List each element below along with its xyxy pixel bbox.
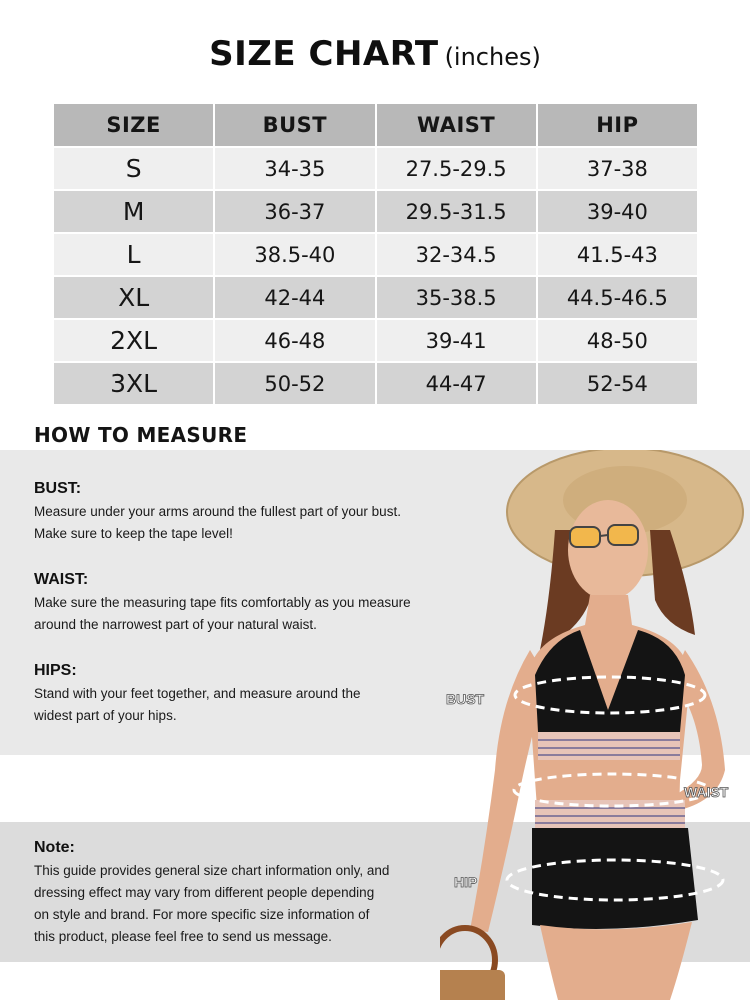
waist-tag: WAIST xyxy=(684,784,729,800)
hips-line: Stand with your feet together, and measure around the xyxy=(34,686,361,701)
bust-tag: BUST xyxy=(446,691,485,707)
legs xyxy=(540,922,692,1000)
size-cell: 3XL xyxy=(54,363,213,404)
hip-cell: 37-38 xyxy=(538,148,697,189)
bikini-bottom xyxy=(532,828,698,929)
note-line: this product, please feel free to send us message. xyxy=(34,929,332,944)
waist-line: around the narrowest part of your natural waist. xyxy=(34,617,317,632)
hip-cell: 39-40 xyxy=(538,191,697,232)
sunglasses-left-lens xyxy=(570,527,600,547)
bust-line: Make sure to keep the tape level! xyxy=(34,526,233,541)
waist-cell: 44-47 xyxy=(377,363,536,404)
how-to-measure-heading: HOW TO MEASURE xyxy=(34,423,248,447)
table-row xyxy=(54,277,697,318)
waist-cell: 32-34.5 xyxy=(377,234,536,275)
note-line: on style and brand. For more specific size information of xyxy=(34,907,370,922)
header-bust: BUST xyxy=(215,104,374,146)
table-row xyxy=(54,320,697,361)
table-row xyxy=(54,148,697,189)
waist-line: Make sure the measuring tape fits comfortably as you measure xyxy=(34,595,411,610)
waist-cell: 27.5-29.5 xyxy=(377,148,536,189)
note-line: This guide provides general size chart information only, and xyxy=(34,863,390,878)
size-cell: S xyxy=(54,148,213,189)
note-line: dressing effect may vary from different people depending xyxy=(34,885,375,900)
size-cell: M xyxy=(54,191,213,232)
bust-cell: 34-35 xyxy=(215,148,374,189)
table-row xyxy=(54,363,697,404)
bust-cell: 46-48 xyxy=(215,320,374,361)
header-size: SIZE xyxy=(54,104,213,146)
hip-cell: 52-54 xyxy=(538,363,697,404)
table-header-row xyxy=(54,104,697,146)
hip-cell: 48-50 xyxy=(538,320,697,361)
waist-cell: 39-41 xyxy=(377,320,536,361)
straw-bag xyxy=(440,970,505,1000)
hips-label: HIPS: xyxy=(34,662,77,679)
hips-instructions xyxy=(34,662,454,727)
bust-instructions xyxy=(34,480,454,545)
waist-cell: 35-38.5 xyxy=(377,277,536,318)
size-cell: L xyxy=(54,234,213,275)
table-row xyxy=(54,234,697,275)
bust-cell: 38.5-40 xyxy=(215,234,374,275)
bust-label: BUST: xyxy=(34,480,82,497)
size-cell: 2XL xyxy=(54,320,213,361)
waist-cell: 29.5-31.5 xyxy=(377,191,536,232)
face xyxy=(568,500,648,600)
waist-label: WAIST: xyxy=(34,571,89,588)
bust-line: Measure under your arms around the fullest part of your bust. xyxy=(34,504,401,519)
size-chart-title xyxy=(0,34,750,74)
hip-cell: 44.5-46.5 xyxy=(538,277,697,318)
hips-line: widest part of your hips. xyxy=(34,708,177,723)
waist-instructions xyxy=(34,571,454,636)
bust-cell: 36-37 xyxy=(215,191,374,232)
model-illustration xyxy=(440,450,750,1000)
size-table xyxy=(52,102,699,406)
title-unit: (inches) xyxy=(444,43,541,71)
note-label: Note: xyxy=(34,839,75,856)
note-section xyxy=(34,839,454,948)
sunglasses-right-lens xyxy=(608,525,638,545)
sunglasses-bridge xyxy=(600,535,608,536)
header-hip: HIP xyxy=(538,104,697,146)
table-row xyxy=(54,191,697,232)
bust-cell: 42-44 xyxy=(215,277,374,318)
title-main: SIZE CHART xyxy=(209,34,439,74)
header-waist: WAIST xyxy=(377,104,536,146)
hip-tag: HIP xyxy=(454,874,478,890)
hip-cell: 41.5-43 xyxy=(538,234,697,275)
bust-cell: 50-52 xyxy=(215,363,374,404)
size-cell: XL xyxy=(54,277,213,318)
